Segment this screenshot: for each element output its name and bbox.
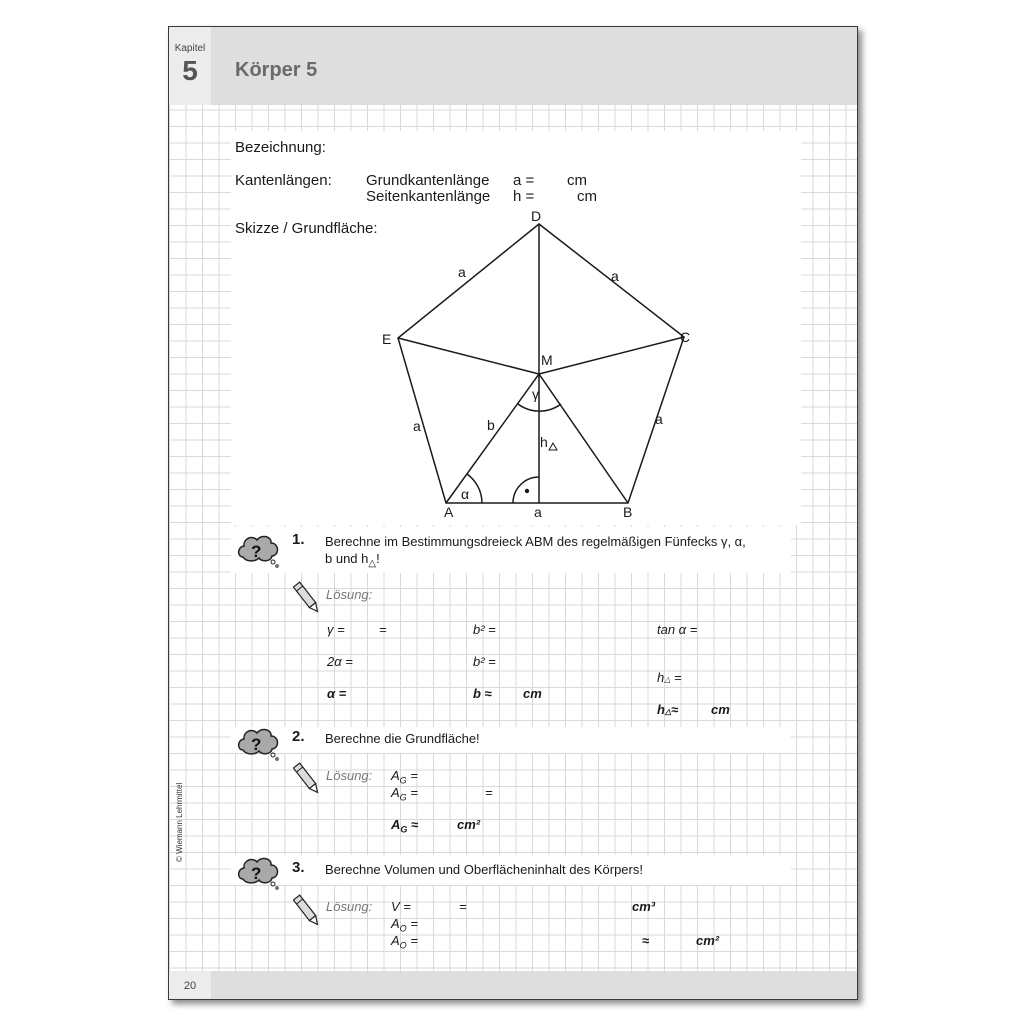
h-result-var: h — [657, 702, 665, 717]
ag2-sub: G — [399, 792, 407, 803]
alpha-arc — [467, 474, 482, 503]
task1-solution-label: Lösung: — [326, 587, 373, 602]
ao-eq1 — [391, 916, 418, 934]
edge-label-de: a — [458, 264, 466, 280]
label-skizze: Skizze / Grundfläche: — [235, 220, 378, 237]
label-bezeichnung: Bezeichnung: — [235, 139, 326, 156]
ag-eq1 — [391, 768, 418, 786]
ag3-var: A — [391, 817, 401, 832]
edge-label-ab: a — [534, 504, 542, 520]
pencil-icon — [293, 580, 321, 621]
label-alpha: α — [461, 486, 470, 502]
edge-label-ea: a — [413, 418, 421, 434]
task1-triangle-sub-icon: △ — [368, 558, 377, 569]
gamma-eq2: = — [379, 622, 387, 637]
label-b: b — [487, 417, 495, 433]
h-eq-sign: = — [674, 670, 682, 685]
chapter-number: 5 — [182, 55, 198, 86]
task2-solution-label: Lösung: — [326, 768, 373, 783]
svg-text:?: ? — [251, 542, 262, 561]
ao1-eq: = — [410, 916, 418, 931]
ao2-var: A — [391, 933, 400, 948]
h-result — [657, 702, 678, 717]
ag1-eq: = — [410, 768, 418, 783]
label-grundkante: Grundkantenlänge — [366, 172, 490, 189]
svg-text:?: ? — [251, 864, 262, 883]
point-d: D — [531, 208, 542, 224]
v-unit: cm³ — [632, 899, 656, 914]
ao2-sub: O — [399, 940, 407, 951]
copyright-note: © Wiemann Lehrmittel — [175, 782, 184, 862]
unit-cm-a: cm — [567, 172, 587, 189]
line-cm — [539, 337, 684, 374]
footer-band — [169, 971, 857, 999]
question-cloud-icon — [235, 853, 283, 898]
b-unit: cm — [523, 686, 542, 701]
task1-text — [325, 533, 746, 569]
page-title: Körper 5 — [235, 59, 318, 81]
task1-number: 1. — [292, 531, 305, 548]
tan-alpha-eq: tan α = — [657, 622, 698, 637]
gamma-eq: γ = — [327, 622, 345, 637]
h-result-sign: ≈ — [671, 702, 679, 717]
b2-eq-a: b² = — [473, 622, 496, 637]
h-unit: cm — [711, 702, 730, 717]
h-result-sub-icon: △ — [664, 707, 672, 716]
task3-solution-label: Lösung: — [326, 899, 373, 914]
var-a: a = — [513, 172, 535, 189]
unit-cm-h: cm — [577, 188, 597, 205]
ag1-var: A — [391, 768, 400, 783]
label-seitenkante: Seitenkantenlänge — [366, 188, 491, 205]
label-h: h — [540, 434, 548, 450]
ag3-sign: ≈ — [411, 817, 419, 832]
label-kantenlaengen: Kantenlängen: — [235, 172, 332, 189]
point-a: A — [444, 504, 454, 520]
point-e: E — [382, 331, 392, 347]
b2-eq-b: b² = — [473, 654, 496, 669]
ao2-eq: = — [410, 933, 418, 948]
question-cloud-icon — [235, 531, 283, 576]
line-em — [398, 338, 539, 374]
ag1-sub: G — [399, 775, 407, 786]
edge-label-dc: a — [611, 268, 619, 284]
pencil-icon — [293, 761, 321, 802]
task3-text: Berechne Volumen und Oberflächeninhalt des Körpers! — [325, 862, 643, 877]
ag-eq2 — [391, 785, 418, 803]
pentagon-figure — [169, 27, 857, 527]
page-number: 20 — [183, 980, 197, 992]
h-eq-var: h — [657, 670, 665, 685]
two-alpha-eq: 2α = — [327, 654, 353, 669]
ag3-sub: G — [400, 824, 408, 835]
right-angle-dot — [525, 489, 529, 493]
task2-number: 2. — [292, 728, 305, 745]
pencil-icon — [293, 893, 321, 934]
var-h: h = — [513, 188, 535, 205]
task1-line2: b und h — [325, 551, 369, 566]
ag-unit: cm² — [457, 817, 481, 832]
h-eq-sub-icon: △ — [664, 675, 671, 684]
line-am — [446, 374, 539, 503]
point-b: B — [623, 504, 633, 520]
alpha-result: α = — [327, 686, 347, 701]
ag2-var: A — [391, 785, 400, 800]
edge-label-cb: a — [655, 411, 663, 427]
ao-eq2 — [391, 933, 418, 951]
ao-approx: ≈ — [642, 933, 650, 948]
ao1-var: A — [391, 916, 400, 931]
chapter-label: Kapitel — [174, 43, 206, 54]
svg-text:?: ? — [251, 735, 262, 754]
line-bm — [539, 374, 628, 503]
task3-number: 3. — [292, 859, 305, 876]
ag-eq2-second: = — [485, 785, 493, 800]
question-cloud-icon — [235, 724, 283, 769]
ag2-eq: = — [410, 785, 418, 800]
task2-text: Berechne die Grundfläche! — [325, 731, 480, 746]
ag-result — [391, 817, 418, 835]
v-eq: V = — [391, 899, 411, 914]
task2-panel — [231, 727, 791, 753]
h-eq — [657, 670, 682, 685]
ao-unit: cm² — [696, 933, 720, 948]
task1-line2-end: ! — [376, 551, 380, 566]
point-m: M — [541, 352, 553, 368]
triangle-subscript-icon — [549, 443, 557, 450]
point-c: C — [680, 329, 691, 345]
b-result: b ≈ — [473, 686, 492, 701]
task1-line1: Berechne im Bestimmungsdreieck ABM des regelmäßigen Fünfecks γ, α, — [325, 534, 746, 549]
v-eq2: = — [459, 899, 467, 914]
label-gamma: γ — [532, 386, 539, 402]
worksheet-page — [168, 26, 858, 1000]
ao1-sub: O — [399, 923, 407, 934]
